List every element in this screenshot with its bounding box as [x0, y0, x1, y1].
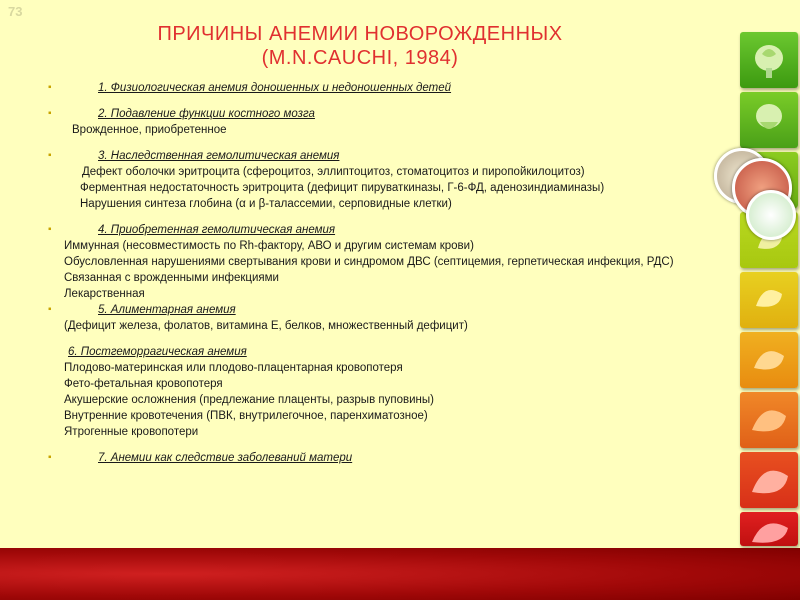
list-item: Ятрогенные кровопотери: [64, 426, 199, 438]
section-heading: 3. Наследственная гемолитическая анемия: [98, 150, 340, 162]
bullet-icon: ▪: [48, 82, 52, 93]
list-item: Фето-фетальная кровопотеря: [64, 378, 223, 390]
title-line-2: (M.N.CAUCHI, 1984): [261, 47, 459, 69]
list-item: [48, 222, 738, 238]
fetus-icon: [740, 392, 798, 448]
bottom-band: [0, 548, 800, 600]
list-item: [48, 302, 738, 318]
bullet-icon: ▪: [48, 224, 52, 235]
title-line-1: ПРИЧИНЫ АНЕМИИ НОВОРОЖДЕННЫХ: [157, 23, 563, 45]
fetus-icon: [740, 512, 798, 546]
list-item: (Дефицит железа, фолатов, витамина Е, белков, множественный дефицит): [64, 320, 468, 332]
list-item: Внутренние кровотечения (ПВК, внутрилегочное, паренхиматозное): [64, 410, 428, 422]
list-item: [48, 148, 738, 164]
fetus-icon: [740, 272, 798, 328]
slide-title: [90, 22, 630, 70]
section-heading: 6. Постгеморрагическая анемия: [68, 346, 247, 358]
list-item: [48, 450, 738, 466]
list-item: [48, 80, 738, 96]
fetus-icon: [740, 452, 798, 508]
list-item: Врожденное, приобретенное: [72, 124, 227, 136]
section-heading: 4. Приобретенная гемолитическая анемия: [98, 224, 336, 236]
list-item: [48, 344, 738, 360]
lettuce-icon: [740, 92, 798, 148]
section-heading: 1. Физиологическая анемия доношенных и недоношенных детей: [98, 82, 452, 94]
slide-number: 73: [8, 4, 23, 19]
decorative-strip: [734, 30, 800, 550]
bullet-icon: ▪: [48, 452, 52, 463]
list-item: Лекарственная: [64, 288, 145, 300]
list-item: Плодово-материнская или плодово-плацентарная кровопотеря: [64, 362, 403, 374]
list-item: Нарушения синтеза глобина (α и β-талассемии, серповидные клетки): [80, 198, 452, 210]
bullet-icon: ▪: [48, 150, 52, 161]
fetus-icon: [746, 190, 796, 240]
list-item: Акушерские осложнения (предлежание плаценты, разрыв пуповины): [64, 394, 434, 406]
fetus-icon: [740, 332, 798, 388]
list-item: Связанная с врожденными инфекциями: [64, 272, 279, 284]
section-heading: 5. Алиментарная анемия: [98, 304, 236, 316]
list-item: [48, 254, 732, 270]
content-body: [48, 80, 738, 466]
bullet-icon: ▪: [48, 304, 52, 315]
list-item: Дефект оболочки эритроцита (сфероцитоз, эллиптоцитоз, стоматоцитоз и пиропойкилоцитоз): [82, 166, 585, 178]
section-heading: 2. Подавление функции костного мозга: [98, 108, 315, 120]
bullet-icon: ▪: [48, 108, 52, 119]
list-item: Иммунная (несовместимость по Rh-фактору, АВО и другим системам крови): [64, 240, 474, 252]
section-heading: 7. Анемии как следствие заболеваний матери: [98, 452, 353, 464]
list-item: Ферментная недостаточность эритроцита (дефицит пируваткиназы, Г-6-ФД, аденозиндиаминазы): [80, 182, 605, 194]
list-item: [48, 106, 738, 122]
list-item-text: Обусловленная нарушениями свертывания крови и синдромом ДВС (септицемия, герпетическая инфекция, РДС): [64, 256, 674, 268]
lettuce-icon: [740, 32, 798, 88]
